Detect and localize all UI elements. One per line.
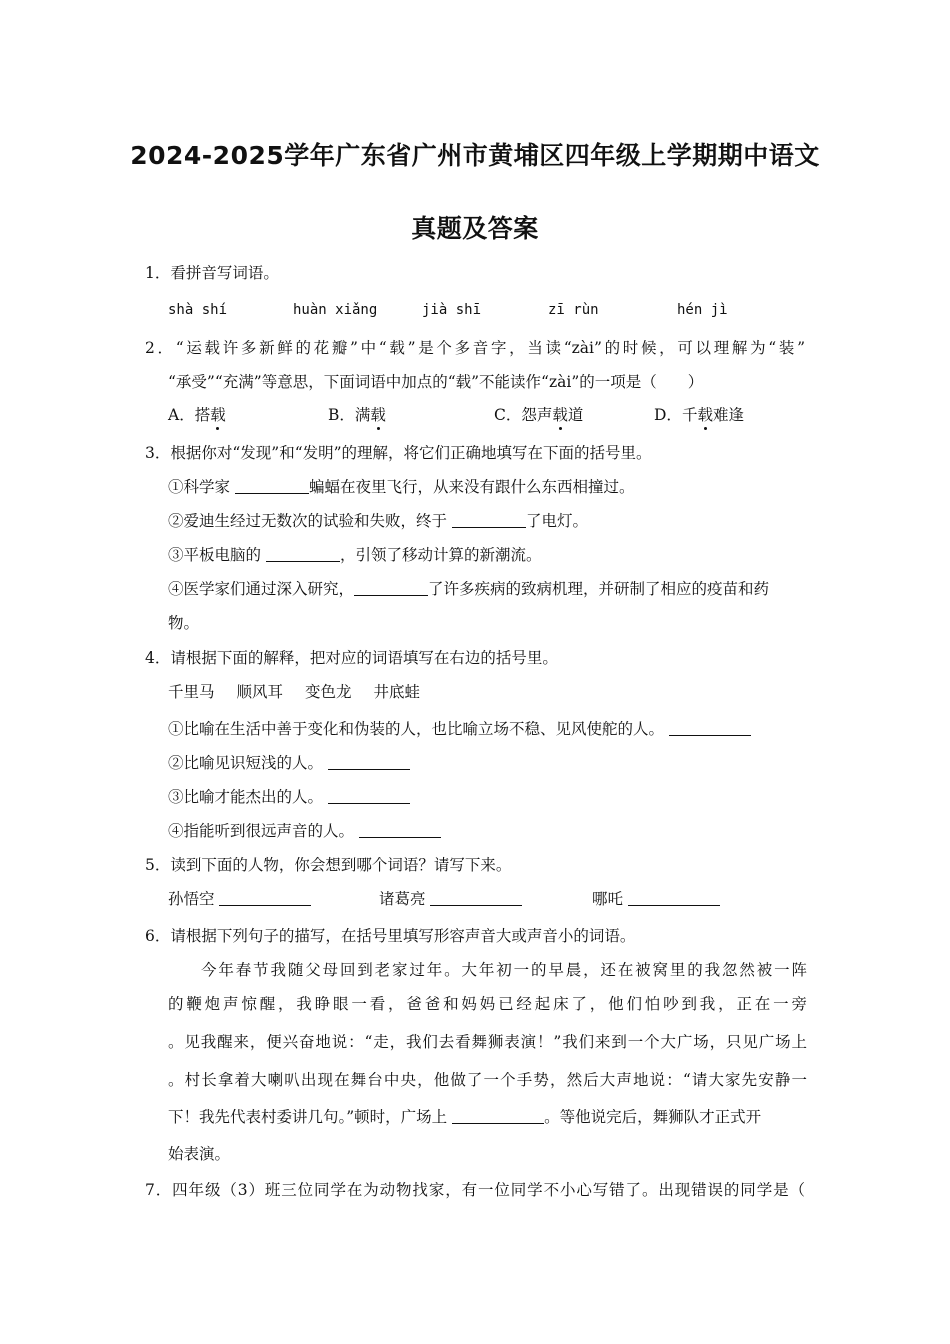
q5-item-2: 诸葛亮 bbox=[379, 889, 522, 909]
q2-option-c[interactable]: C．怨声载道 bbox=[494, 406, 584, 424]
q2-option-d[interactable]: D．千载难逢 bbox=[654, 406, 744, 424]
q6-stem: 6．请根据下列句子的描写，在括号里填写形容声音大或声音小的词语。 bbox=[145, 927, 636, 945]
q4-word-3: 变色龙 bbox=[305, 683, 352, 701]
q3-blank-4[interactable] bbox=[354, 581, 428, 596]
q6-passage-line-1: 今年春节我随父母回到老家过年。大年初一的早晨，还在被窝里的我忽然被一阵 bbox=[201, 961, 807, 979]
q5-stem: 5．读到下面的人物，你会想到哪个词语？请写下来。 bbox=[145, 856, 512, 874]
q3-sentence-3: ③平板电脑的 ，引领了移动计算的新潮流。 bbox=[168, 546, 542, 564]
q3-stem: 3．根据你对“发现”和“发明”的理解，将它们正确地填写在下面的括号里。 bbox=[145, 444, 652, 462]
q4-blank-1[interactable] bbox=[669, 721, 751, 736]
q6-passage-line-4: 。村长拿着大喇叭出现在舞台中央，他做了一个手势，然后大声地说：“请大家先安静一 bbox=[168, 1071, 807, 1089]
q5-blank-1[interactable] bbox=[219, 891, 311, 906]
pinyin-1: shà shí bbox=[168, 302, 228, 318]
q3-sentence-1: ①科学家 蝙蝠在夜里飞行，从来没有跟什么东西相撞过。 bbox=[168, 478, 635, 496]
q3-sentence-2: ②爱迪生经过无数次的试验和失败，终于 了电灯。 bbox=[168, 512, 588, 530]
q4-explanation-4: ④指能听到很远声音的人。 bbox=[168, 821, 441, 841]
q4-word-bank bbox=[168, 682, 420, 702]
q6-passage-line-5: 下！我先代表村委讲几句。”顿时，广场上 。等他说完后，舞狮队才正式开 bbox=[168, 1108, 762, 1126]
q2-option-b[interactable]: B．满载 bbox=[328, 406, 386, 424]
q6-passage-line-2: 的鞭炮声惊醒，我睁眼一看，爸爸和妈妈已经起床了，他们怕吵到我，正在一旁 bbox=[168, 995, 807, 1013]
q4-word-1: 千里马 bbox=[168, 683, 215, 701]
page-title-line-1: 2024-2025学年广东省广州市黄埔区四年级上学期期中语文 bbox=[130, 141, 820, 170]
q1-stem: 1．看拼音写词语。 bbox=[145, 264, 279, 282]
q5-blank-2[interactable] bbox=[430, 891, 522, 906]
pinyin-3: jià shī bbox=[422, 302, 482, 318]
q3-blank-2[interactable] bbox=[452, 513, 526, 528]
q2-line-1: 2．“运载许多新鲜的花瓣”中“载”是个多音字，当读“zài”的时候，可以理解为“装” bbox=[145, 339, 805, 357]
q6-passage-line-3: 。见我醒来，便兴奋地说：“走，我们去看舞狮表演！”我们来到一个大广场，只见广场上 bbox=[168, 1033, 807, 1051]
q2-option-a[interactable]: A．搭载 bbox=[168, 406, 226, 424]
pinyin-2: huàn xiǎng bbox=[293, 302, 378, 318]
q5-blank-3[interactable] bbox=[628, 891, 720, 906]
q3-blank-1[interactable] bbox=[235, 479, 309, 494]
q4-explanation-3: ③比喻才能杰出的人。 bbox=[168, 787, 410, 807]
q4-blank-3[interactable] bbox=[328, 789, 410, 804]
q4-blank-2[interactable] bbox=[328, 755, 410, 770]
q7-stem: 7．四年级（3）班三位同学在为动物找家，有一位同学不小心写错了。出现错误的同学是（ bbox=[145, 1181, 805, 1199]
q5-item-3: 哪吒 bbox=[592, 889, 720, 909]
q4-word-4: 井底蛙 bbox=[373, 683, 421, 701]
pinyin-4: zī rùn bbox=[548, 302, 599, 318]
q2-line-2: “承受”“充满”等意思，下面词语中加点的“载”不能读作“zài”的一项是（ ） bbox=[168, 373, 704, 391]
q3-sentence-4-cont: 物。 bbox=[168, 614, 200, 632]
q5-item-1: 孙悟空 bbox=[168, 889, 311, 909]
q4-word-2: 顺风耳 bbox=[236, 683, 284, 701]
q6-passage-line-6: 始表演。 bbox=[168, 1145, 231, 1163]
q4-explanation-2: ②比喻见识短浅的人。 bbox=[168, 753, 410, 773]
q4-stem: 4．请根据下面的解释，把对应的词语填写在右边的括号里。 bbox=[145, 649, 558, 667]
page-title-line-2: 真题及答案 bbox=[411, 214, 539, 243]
q6-blank[interactable] bbox=[452, 1109, 544, 1124]
q3-sentence-4: ④医学家们通过深入研究， 了许多疾病的致病机理，并研制了相应的疫苗和药 bbox=[168, 580, 770, 598]
q4-blank-4[interactable] bbox=[359, 823, 441, 838]
pinyin-5: hén jì bbox=[677, 302, 728, 318]
q3-blank-3[interactable] bbox=[266, 547, 340, 562]
q4-explanation-1: ①比喻在生活中善于变化和伪装的人，也比喻立场不稳、见风使舵的人。 bbox=[168, 719, 751, 739]
